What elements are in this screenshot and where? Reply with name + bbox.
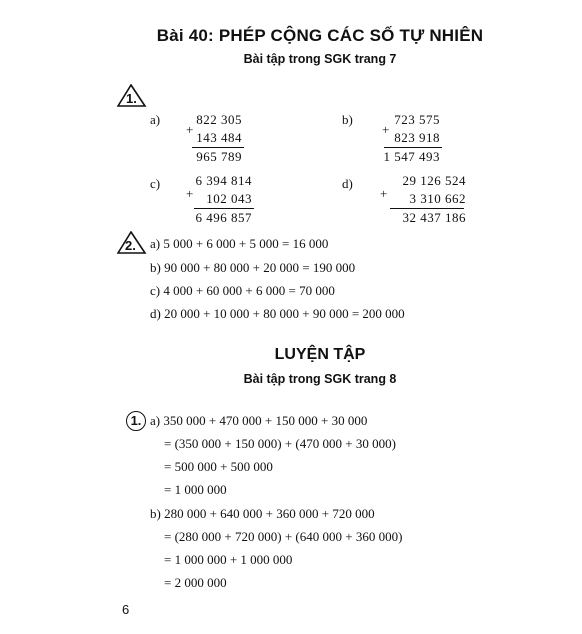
ex2-line-c: c) 4 000 + 60 000 + 6 000 = 70 000	[150, 283, 335, 298]
ex1b-addend-1: 723 575	[394, 112, 440, 127]
ex1d-label: d)	[342, 176, 353, 191]
ex1a-sum-rule	[192, 147, 244, 148]
practice-line-b: b) 280 000 + 640 000 + 360 000 + 720 000	[150, 506, 375, 521]
ex1d-addend-1: 29 126 524	[402, 173, 466, 188]
ex1d-plus-sign: +	[380, 186, 388, 201]
practice-title: LUYỆN TẬP	[274, 346, 366, 363]
practice-exercise-1-circle-icon	[126, 411, 146, 431]
ex1d-sum: 32 437 186	[402, 210, 466, 225]
ex1c-label: c)	[150, 176, 161, 191]
ex1b-sum-rule	[384, 147, 442, 148]
exercise-2-number: 2.	[125, 238, 136, 253]
ex2-line-a: a) 5 000 + 6 000 + 5 000 = 16 000	[150, 236, 329, 251]
practice-exercise-1-number: 1.	[130, 413, 142, 428]
practice-line-a-result: = 1 000 000	[164, 482, 227, 497]
ex1a-plus-sign: +	[186, 122, 194, 137]
ex1c-addend-2: 102 043	[206, 191, 252, 206]
exercise-1-number: 1.	[126, 91, 137, 106]
practice-subtitle: Bài tập trong SGK trang 8	[243, 372, 397, 386]
ex1c-sum-rule	[194, 208, 254, 209]
page-number: 6	[122, 602, 130, 617]
ex1b-label: b)	[342, 112, 353, 127]
ex1a-addend-1: 822 305	[196, 112, 242, 127]
lesson-title: Bài 40: PHÉP CỘNG CÁC SỐ TỰ NHIÊN	[156, 26, 484, 45]
ex1a-sum: 965 789	[196, 149, 242, 164]
practice-line-a: a) 350 000 + 470 000 + 150 000 + 30 000	[150, 413, 368, 428]
practice-line-b-step-2: = 1 000 000 + 1 000 000	[164, 552, 293, 567]
ex1c-addend-1: 6 394 814	[195, 173, 252, 188]
ex1b-plus-sign: +	[382, 122, 390, 137]
ex1d-sum-rule	[390, 208, 464, 209]
ex1b-sum: 1 547 493	[383, 149, 440, 164]
ex1c-plus-sign: +	[186, 186, 194, 201]
ex2-line-b: b) 90 000 + 80 000 + 20 000 = 190 000	[150, 260, 356, 275]
ex1a-label: a)	[150, 112, 161, 127]
practice-line-a-step-2: = 500 000 + 500 000	[164, 459, 273, 474]
ex1c-sum: 6 496 857	[195, 210, 252, 225]
practice-line-a-step-1: = (350 000 + 150 000) + (470 000 + 30 000)	[164, 436, 396, 451]
practice-line-b-step-1: = (280 000 + 720 000) + (640 000 + 360 000)	[164, 529, 403, 544]
ex1a-addend-2: 143 484	[196, 130, 242, 145]
ex1d-addend-2: 3 310 662	[409, 191, 466, 206]
ex2-line-d: d) 20 000 + 10 000 + 80 000 + 90 000 = 200 000	[150, 306, 405, 321]
lesson-subtitle: Bài tập trong SGK trang 7	[243, 52, 397, 66]
practice-line-b-result: = 2 000 000	[164, 575, 227, 590]
ex1b-addend-2: 823 918	[394, 130, 440, 145]
